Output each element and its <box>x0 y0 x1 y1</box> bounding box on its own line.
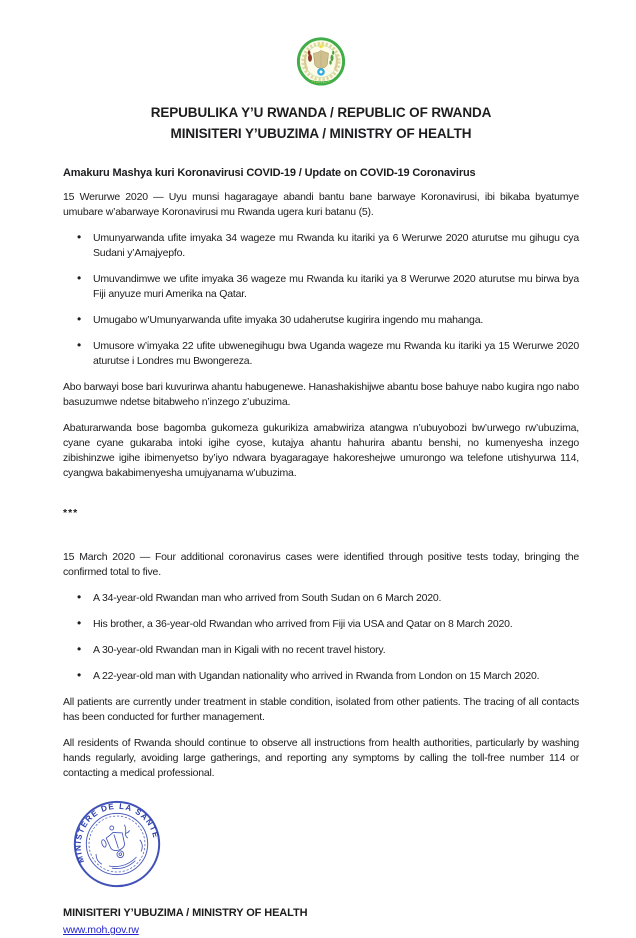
list-item: • Umugabo w’Umunyarwanda ufite imyaka 30 udaherutse kugirira ingendo mu mahanga. <box>63 313 579 328</box>
rwanda-coat-of-arms-icon <box>292 34 350 90</box>
list-item: • A 30-year-old Rwandan man in Kigali with no recent travel history. <box>63 643 579 658</box>
list-item: • A 34-year-old Rwandan man who arrived from South Sudan on 6 March 2020. <box>63 591 579 606</box>
kinyarwanda-paragraph-2: Abaturarwanda bose bagomba gukomeza gukurikiza amabwiriza atangwa n’ubuyobozi bw’urwego rw’ubuzima, cyane cyane gukaraba intoki igihe cyose, kutajya ahantu hahurira abantu benshi, no kumenyesha inzego zibishinzwe igihe ibimenyetso by’iyo ndwara byagaragaye hakoreshejwe umurongo wa telefone utishyurwa 114, cyangwa bakabimenyesha umujyanama w’ubuzima. <box>63 422 579 479</box>
kinyarwanda-intro: 15 Werurwe 2020 — Uyu munsi hagaragaye abandi bantu bane barwaye Koronavirusi, ibi bikaba byatumye umubare w’abarwaye Koronavirusi mu Rwanda ugera kuri batanu (5). <box>63 191 579 218</box>
list-item: • A 22-year-old man with Ugandan nationality who arrived in Rwanda from London on 15 March 2020. <box>63 669 579 684</box>
list-item: • His brother, a 36-year-old Rwandan who arrived from Fiji via USA and Qatar on 8 March 2020. <box>63 617 579 632</box>
ministry-seal-icon <box>71 798 163 890</box>
list-item: • Umunyarwanda ufite imyaka 34 wageze mu Rwanda ku itariki ya 6 Werurwe 2020 aturutse mu gihugu cya Sudani y’Amajyepfo. <box>63 231 579 261</box>
document-title: Amakuru Mashya kuri Koronavirusi COVID-19 / Update on COVID-19 Coronavirus <box>63 167 476 179</box>
list-item: • Umuvandimwe we ufite imyaka 36 wageze mu Rwanda ku itariki ya 8 Werurwe 2020 aturutse mu birwa bya Fiji anyuze muri Amerika na Qatar. <box>63 272 579 302</box>
english-intro: 15 March 2020 — Four additional coronavirus cases were identified through positive tests today, bringing the confirmed total to five. <box>63 551 579 578</box>
stamp-text: MINISTERE DE LA SANTE <box>73 801 161 865</box>
header-line-1: REPUBULIKA Y’U RWANDA / REPUBLIC OF RWANDA <box>150 105 492 120</box>
stamp-container <box>71 798 579 895</box>
english-paragraph-1: All patients are currently under treatment in stable condition, isolated from other patients. The tracing of all contacts has been conducted for further management. <box>63 696 579 723</box>
svg-text:MINISTERE DE LA SANTE <box>71 798 161 864</box>
english-paragraph-2: All residents of Rwanda should continue to observe all instructions from health authorities, particularly by washing hands regularly, avoiding large gatherings, and reporting any symptoms by calling the toll-free number 114 or contacting a medical professional. <box>63 737 579 779</box>
footer-ministry-name: MINISITERI Y’UBUZIMA / MINISTRY OF HEALTH <box>63 907 308 919</box>
section-separator: *** <box>63 507 79 519</box>
header-line-2: MINISITERI Y’UBUZIMA / MINISTRY OF HEALTH <box>170 126 472 141</box>
english-section <box>63 550 579 781</box>
kinyarwanda-section <box>63 190 579 481</box>
header <box>63 102 579 144</box>
logo-container <box>63 34 579 95</box>
kinyarwanda-paragraph-1: Abo barwayi bose bari kuvurirwa ahantu habugenewe. Hanashakishijwe abantu bose bahuye nabo kugira ngo nabo basuzumwe ndetse bitabweho n’inzego z’ubuzima. <box>63 381 579 408</box>
website-link[interactable]: www.moh.gov.rw <box>63 924 139 936</box>
list-item: • Umusore w’imyaka 22 ufite ubwenegihugu bwa Uganda wageze mu Rwanda ku itariki ya 15 Werurwe 2020 aturutse i Londres mu Bwongereza. <box>63 339 579 369</box>
